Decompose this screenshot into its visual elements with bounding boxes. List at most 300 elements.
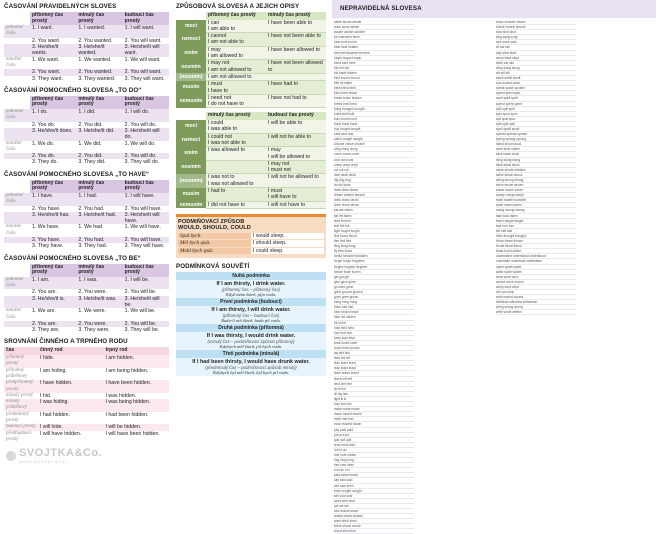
- table-cell: 3. He/she/it wants.: [32, 44, 59, 57]
- irregular-verb-entry: spin spun spun: [496, 112, 576, 117]
- column-header: minulý čas prostý: [206, 112, 266, 120]
- section-title: ČASOVÁNÍ PRAVIDELNÝCH SLOVES: [4, 3, 117, 10]
- irregular-verb-entry: fight fought fought: [334, 229, 414, 234]
- table-cell: 1. We will want.: [124, 56, 161, 63]
- table-cell: 3. He/she/it had.: [78, 211, 117, 218]
- table-cell: I must I will have to: [266, 188, 326, 202]
- irregular-verb-entry: eat ate eaten: [334, 208, 414, 213]
- irregular-verb-entry: ride rode ridden: [334, 453, 414, 458]
- table-cell: I have not been allowed to: [266, 60, 326, 74]
- table-cell: I can I am able to: [206, 20, 266, 33]
- table-cell: 3. They wanted.: [78, 75, 116, 82]
- irregular-verb-entry: weep wept wept: [496, 285, 576, 290]
- table-cell: 3. They were.: [78, 327, 110, 334]
- table-cell: I may not I am not allowed to: [206, 60, 266, 74]
- irregular-verb-entry: swear swore sworn: [496, 188, 576, 193]
- table-cell: 1. We did.: [78, 140, 102, 147]
- table-cell: 3. He/she/it is.: [32, 295, 65, 302]
- irregular-verb-entry: wake woke woken: [496, 270, 576, 275]
- irregular-verb-entry: burst burst burst: [334, 122, 414, 127]
- table-row: [176, 174, 326, 188]
- irregular-verb-entry: speak spoke spoken: [496, 86, 576, 91]
- table-cell: I have been able to: [266, 20, 326, 33]
- table-cell: 1. I wanted.: [78, 25, 106, 32]
- table-cell: I am hidden.: [105, 355, 135, 362]
- irregular-verb-entry: cast cast cast: [334, 132, 414, 137]
- irregular-verb-entry: undertake undertook undertaken: [496, 259, 576, 264]
- table-cell: I need not I do not have to: [206, 94, 266, 108]
- irregular-verb-entry: string strung strung: [496, 178, 576, 183]
- number-label: množné číslo: [6, 56, 22, 68]
- table-row: [176, 133, 326, 147]
- irregular-verb-entry: deal dealt dealt: [334, 173, 414, 178]
- irregular-verb-entry: make made made: [334, 407, 414, 412]
- modal-label: nemusím: [176, 94, 206, 108]
- table-cell: 2. You had.: [78, 236, 105, 243]
- table-row: [4, 355, 169, 368]
- irregular-verb-entry: see saw seen: [334, 484, 414, 489]
- table-cell: 3. They will be.: [124, 327, 160, 334]
- irregular-verb-entry: sit sat sat: [496, 45, 576, 50]
- table-row: [176, 147, 326, 161]
- irregular-verb-entry: bring brought brought: [334, 107, 414, 112]
- table-cell: 2. You will want.: [124, 37, 162, 44]
- modals-section: [176, 3, 326, 209]
- section-title: SROVNÁNÍ ČINNÉHO A TRPNÉHO RODU: [4, 338, 128, 346]
- irregular-verb-entry: spill spilt spilt: [496, 107, 576, 112]
- table-cell: 1. We want.: [32, 56, 60, 63]
- middle-column: [176, 0, 326, 376]
- table-cell: I should sleep.: [251, 240, 324, 247]
- irregular-verb-entry: flee fled fled: [334, 239, 414, 244]
- irregular-verb-entry: run ran run: [334, 468, 414, 473]
- irregular-verb-entry: spoil spoilt spoilt: [496, 127, 576, 132]
- irregular-verb-entry: meet met met: [334, 417, 414, 422]
- number-label: [4, 327, 30, 333]
- table-cell: I was hiding.: [40, 399, 69, 406]
- column-header: minulý čas prostý: [266, 12, 326, 20]
- condition-example: If I was thirsty, I would drink water.: [176, 332, 326, 339]
- publisher-sub: NAKLADATELSTVÍ: [19, 459, 68, 464]
- modals-past-table: [176, 112, 326, 208]
- irregular-verb-entry: shrink shrank shrunk: [496, 25, 576, 30]
- table-cell: I will hide.: [40, 424, 63, 431]
- table-cell: 3. They will want.: [124, 75, 165, 82]
- irregular-verb-entry: sink sank sunk: [496, 40, 576, 45]
- number-label: množné číslo: [6, 140, 22, 152]
- table-row: [4, 308, 169, 321]
- irregular-verb-entry: hide hid hidden: [334, 315, 414, 320]
- table-cell: 1. I will do.: [124, 109, 150, 116]
- irregular-verb-entry: show showed shown: [496, 20, 576, 25]
- table-cell: 1. I will have.: [124, 192, 155, 199]
- table-cell: I will be hidden.: [105, 424, 142, 431]
- irregular-verb-entry: send sent sent: [334, 499, 414, 504]
- table-row: [176, 81, 326, 95]
- modal-label: smím: [176, 147, 206, 161]
- section-title: PODMÍNKOVÁ SOUVĚTÍ: [176, 262, 250, 270]
- table-row: [4, 380, 169, 393]
- irregular-verb-entry: swim swam swum: [496, 203, 576, 208]
- condition-example: If I had been thirsty, I would have drunk water.: [176, 358, 326, 365]
- table-row: [4, 224, 169, 237]
- irregular-verb-entry: grind ground ground: [334, 290, 414, 295]
- number-label: jednotné číslo: [6, 276, 24, 289]
- number-label: [4, 128, 30, 141]
- irregular-verb-entry: breed bred bred: [334, 102, 414, 107]
- irregular-verbs-list: [334, 20, 414, 534]
- irregular-verb-entry: upset upset upset: [496, 265, 576, 270]
- table-cell: 3. They have.: [32, 243, 64, 250]
- table-cell: předminulý prostý: [6, 411, 29, 423]
- table-cell: 1. We have.: [32, 224, 60, 231]
- have-table: [4, 180, 169, 250]
- irregular-verb-entry: smell smelt smelt: [496, 76, 576, 81]
- irregular-verb-entry: tear tore torn: [496, 224, 576, 229]
- irregular-verb-entry: mow mowed mown: [334, 422, 414, 427]
- irregular-verb-entry: rid rid rid: [334, 448, 414, 453]
- irregular-verb-entry: forgive forgave forgiven: [334, 265, 414, 270]
- table-cell: přítomný průběhový: [6, 367, 28, 379]
- irregular-verb-entry: hit hit hit: [334, 321, 414, 326]
- table-cell: [206, 160, 266, 174]
- table-cell: minulý prostý: [6, 392, 34, 398]
- irregular-verb-entry: sting stung stung: [496, 158, 576, 163]
- irregular-verb-entry: tell told told: [496, 229, 576, 234]
- irregular-verb-entry: hear heard heard: [334, 310, 414, 315]
- irregular-verb-entry: shut shut shut: [496, 30, 576, 35]
- irregular-verb-entry: spring sprang sprung: [496, 137, 576, 142]
- table-cell: I am not allowed to: [206, 73, 266, 80]
- table-cell: 2. You will have.: [124, 205, 162, 212]
- column-header: přítomný čas prostý: [30, 12, 76, 25]
- table-cell: 3. He/she/it was.: [78, 295, 117, 302]
- table-cell: I could I was able to: [206, 120, 266, 133]
- irregular-verb-entry: understand understood understood: [496, 254, 576, 259]
- irregular-verb-entry: dig dug dug: [334, 178, 414, 183]
- irregular-verb-entry: spell spelt spelt: [496, 96, 576, 101]
- table-cell: 1. We will be.: [124, 308, 156, 315]
- column-header: čas: [4, 347, 38, 355]
- column-header: budoucí čas prostý: [123, 264, 169, 277]
- table-cell: 2. You do.: [32, 121, 56, 128]
- irregular-verb-entry: blow blew blown: [334, 91, 414, 96]
- irregular-verb-entry: grow grew grown: [334, 295, 414, 300]
- table-cell: I may I will be allowed to: [266, 147, 326, 161]
- irregular-verb-entry: speed sped sped: [496, 91, 576, 96]
- table-cell: 2. You had.: [78, 205, 105, 212]
- table-cell: I have not had to: [266, 94, 326, 108]
- table-row: [176, 33, 326, 47]
- irregular-verb-entry: fly flew flown: [334, 249, 414, 254]
- irregular-verb-entry: begin began begun: [334, 56, 414, 61]
- irregular-verb-entry: break broke broken: [334, 96, 414, 101]
- table-cell: I will have been hidden.: [105, 430, 160, 437]
- column-header: minulý čas prostý: [76, 12, 122, 25]
- irregular-verb-entry: buy bought bought: [334, 127, 414, 132]
- condition-note: (minulý čas – podmiňovací způsob přítomný): [176, 339, 326, 344]
- table-cell: I will be able to: [266, 120, 326, 133]
- irregular-verb-entry: hold held held: [334, 326, 414, 331]
- condition-example: If I am thirsty, I drink water.: [176, 280, 326, 287]
- irregular-verb-entry: sow sowed sown: [496, 81, 576, 86]
- table-cell: I hide.: [40, 355, 55, 362]
- irregular-verb-entry: fling flung flung: [334, 244, 414, 249]
- number-label: [4, 212, 30, 225]
- condition-block: [176, 350, 326, 376]
- irregular-verb-entry: lend lent lent: [334, 382, 414, 387]
- irregular-verb-entry: shed shed shed: [334, 519, 414, 524]
- table-row: [176, 20, 326, 33]
- table-cell: I could sleep.: [251, 247, 324, 254]
- table-row: [176, 94, 326, 108]
- table-cell: minulý průběhový: [6, 399, 28, 411]
- condition-block: [176, 272, 326, 298]
- number-label: množné číslo: [6, 224, 22, 236]
- table-cell: 2. You did.: [78, 153, 103, 160]
- simple-tenses-section: [4, 3, 169, 82]
- irregular-verb-entry: dream dreamt dreamt: [334, 193, 414, 198]
- condition-note: (přítomný čas – budoucí čas): [176, 313, 326, 318]
- table-row: [4, 412, 169, 425]
- table-cell: předpřítomný prostý: [6, 380, 34, 392]
- irregular-verb-entry: drive drove driven: [334, 203, 414, 208]
- table-cell: 3. He/she/it will want.: [124, 44, 160, 57]
- column-header: minulý čas prostý: [76, 96, 122, 109]
- irregular-verb-entry: bet bet bet: [334, 66, 414, 71]
- table-row: [4, 368, 169, 381]
- table-cell: 2. You will be.: [124, 320, 157, 327]
- irregular-verb-entry: win won won: [496, 290, 576, 295]
- table-cell: I may I am allowed to: [206, 46, 266, 60]
- table-cell: 1. We will do.: [124, 140, 156, 147]
- table-cell: 2. You want.: [32, 69, 61, 76]
- column-header: činný rod: [38, 347, 104, 355]
- condition-block: [176, 298, 326, 324]
- irregular-verb-entry: light lit lit: [334, 397, 414, 402]
- table-cell: I was hidden.: [105, 392, 137, 399]
- table-cell: I may not I must not: [266, 160, 326, 174]
- section-title: ZPŮSOBOVÁ SLOVESA A JEJICH OPISY: [176, 3, 300, 10]
- modal-label: musím: [176, 81, 206, 95]
- table-cell: 3. He/she/it did.: [78, 127, 115, 134]
- table-cell: I must I have to: [206, 81, 266, 95]
- irregular-verb-entry: wind wound wound: [496, 295, 576, 300]
- table-cell: 3. They are.: [32, 327, 60, 334]
- irregular-verb-entry: sling slung slung: [496, 66, 576, 71]
- be-table: [4, 264, 169, 334]
- section-title: NEPRAVIDELNÁ SLOVESA: [340, 5, 422, 12]
- irregular-verb-entry: lose lost lost: [334, 402, 414, 407]
- irregular-verb-entry: feel felt felt: [334, 224, 414, 229]
- conditional-table: [178, 233, 324, 255]
- table-cell: 3. He/she/it has.: [32, 211, 70, 218]
- table-cell: 2. You want.: [32, 37, 61, 44]
- table-cell: I was not to I was not allowed to: [206, 174, 266, 188]
- table-row: [176, 73, 326, 80]
- table-row: [4, 193, 169, 206]
- modal-label: (nesmím): [176, 73, 206, 80]
- table-cell: 1. We are.: [32, 308, 56, 315]
- have-section: [4, 171, 169, 250]
- irregular-verb-entry: spread spread spread: [496, 132, 576, 137]
- number-label: množné číslo: [6, 308, 22, 320]
- irregular-verb-entry: awake awoke awoken: [334, 30, 414, 35]
- table-cell: 2. You did.: [78, 121, 103, 128]
- irregular-verb-entry: steal stole stolen: [496, 147, 576, 152]
- irregular-verb-entry: lie lay lain: [334, 392, 414, 397]
- irregular-verb-entry: teach taught taught: [496, 219, 576, 224]
- do-table: [4, 96, 169, 166]
- simple-tenses-table: [4, 12, 169, 82]
- table-row: [4, 57, 169, 70]
- irregular-verb-entry: get got got: [334, 275, 414, 280]
- table-cell: I am being hidden.: [105, 367, 149, 374]
- irregular-verb-entry: say said said: [334, 478, 414, 483]
- table-row: [4, 327, 169, 333]
- conditional-section: [176, 214, 326, 258]
- table-cell: 1. I want.: [32, 25, 54, 32]
- publisher-logo: [6, 447, 102, 464]
- table-cell: I was being hidden.: [105, 399, 151, 406]
- irregular-verb-entry: creep crept crept: [334, 163, 414, 168]
- irregular-verb-entry: become became become: [334, 51, 414, 56]
- passive-section: [4, 338, 169, 443]
- irregular-verb-entry: be was/were been: [334, 35, 414, 40]
- section-title: ČASOVÁNÍ POMOCNÉHO SLOVESA „TO BE“: [4, 254, 141, 262]
- irregular-verb-entry: lean leant leant: [334, 361, 414, 366]
- table-cell: 3. He/she/it will have.: [124, 211, 160, 225]
- irregular-verb-entry: forbid forbade forbidden: [334, 254, 414, 259]
- number-label: [4, 44, 30, 57]
- table-cell: I would sleep.: [251, 233, 324, 240]
- irregular-verb-entry: cling clung clung: [334, 147, 414, 152]
- clauses-section: [176, 263, 326, 376]
- table-cell: I have had to: [266, 81, 326, 95]
- table-row: [176, 120, 326, 133]
- table-cell: Mohl bych spát.: [178, 247, 251, 254]
- table-cell: budoucí prostý: [6, 424, 36, 430]
- table-row: [4, 109, 169, 122]
- table-cell: I will not be able to: [266, 133, 326, 147]
- table-cell: I am hiding.: [40, 367, 67, 374]
- irregular-verb-entry: saw sawed sawn: [334, 473, 414, 478]
- column-header: přítomný čas prostý: [30, 264, 76, 277]
- irregular-verb-entry: put put put: [334, 433, 414, 438]
- table-row: [176, 46, 326, 60]
- irregular-verb-entry: stand stood stood: [496, 142, 576, 147]
- irregular-verbs-column: [332, 0, 656, 534]
- table-cell: 3. They did.: [78, 159, 106, 166]
- table-row: [176, 160, 326, 174]
- condition-example: If I am thirsty, I will drink water.: [176, 306, 326, 313]
- condition-translation: Budu-li mít žízeň, budu pít vodu.: [176, 318, 326, 324]
- irregular-verb-entry: know knew known: [334, 346, 414, 351]
- irregular-verb-entry: strive strove striven: [496, 183, 576, 188]
- table-cell: Měl bych spát.: [178, 240, 251, 247]
- column-header: přítomný čas prostý: [30, 96, 76, 109]
- number-label: jednotné číslo: [6, 192, 24, 205]
- irregular-verb-entry: choose chose chosen: [334, 142, 414, 147]
- irregular-verb-entry: spit spat spat: [496, 117, 576, 122]
- section-title: PODMIŇOVACÍ ZPŮSOB WOULD, SHOULD, COULD: [178, 218, 251, 231]
- irregular-verb-entry: shake shook shaken: [334, 514, 414, 519]
- irregular-verb-entry: think thought thought: [496, 234, 576, 239]
- irregular-verb-entry: stick stuck stuck: [496, 152, 576, 157]
- irregular-verb-entry: weave wove woven: [496, 280, 576, 285]
- irregular-verb-entry: rise rose risen: [334, 463, 414, 468]
- irregular-verb-entry: sweep swept swept: [496, 193, 576, 198]
- table-cell: Spal bych.: [178, 233, 251, 240]
- irregular-verb-entry: kneel knelt knelt: [334, 341, 414, 346]
- irregular-verb-entry: mean meant meant: [334, 412, 414, 417]
- table-cell: I have been allowed to: [266, 46, 326, 60]
- condition-heading: Nultá podmínka: [176, 272, 326, 280]
- irregular-verb-entry: slide slid slid: [496, 61, 576, 66]
- table-row: [176, 201, 326, 208]
- irregular-verb-entry: sing sang sung: [496, 35, 576, 40]
- irregular-verb-entry: slit slit slit: [496, 71, 576, 76]
- table-cell: 1. We had.: [78, 224, 104, 231]
- irregular-verb-entry: drink drank drunk: [334, 198, 414, 203]
- irregular-verb-entry: leap leapt leapt: [334, 366, 414, 371]
- irregular-verb-entry: wring wrung wrung: [496, 305, 576, 310]
- irregular-verb-entry: lay laid laid: [334, 351, 414, 356]
- table-cell: 3. They want.: [32, 75, 64, 82]
- irregular-verb-entry: let let let: [334, 387, 414, 392]
- table-cell: 1. I will want.: [124, 25, 155, 32]
- table-cell: 1. We wanted.: [78, 56, 112, 63]
- condition-note: (přítomný čas – přítomný čas): [176, 287, 326, 292]
- modal-label: moci: [176, 120, 206, 133]
- table-cell: 3. They will do.: [124, 159, 160, 166]
- irregular-verb-entry: arise arose arisen: [334, 25, 414, 30]
- irregular-verb-entry: sew sewed sewn: [334, 509, 414, 514]
- table-cell: přítomný prostý: [6, 355, 25, 367]
- condition-translation: Když mám žízeň, piju vodu.: [176, 292, 326, 298]
- condition-note: (předminulý čas – podmiňovací způsob minulý): [176, 365, 326, 370]
- column-header: budoucí čas prostý: [123, 180, 169, 193]
- table-cell: 1. I was.: [78, 276, 98, 283]
- table-cell: 2. You have.: [32, 205, 61, 212]
- modal-label: musím: [176, 188, 206, 202]
- irregular-verb-entry: freeze froze frozen: [334, 270, 414, 275]
- table-row: [4, 212, 169, 225]
- table-cell: 2. You have.: [32, 236, 61, 243]
- irregular-verb-entry: swing swung swung: [496, 208, 576, 213]
- irregular-verbs-grid: [332, 20, 656, 534]
- irregular-verb-entry: beat beat beaten: [334, 45, 414, 50]
- irregular-verb-entry: give gave given: [334, 280, 414, 285]
- table-cell: 1. I will be.: [124, 276, 150, 283]
- table-cell: I have hidden.: [40, 380, 73, 387]
- table-cell: I have not been able to: [266, 33, 326, 47]
- number-label: [4, 76, 30, 82]
- condition-translation: Kdybych byl měl žízeň, byl bych pil vodu.: [176, 370, 326, 376]
- table-cell: I will have hidden.: [40, 430, 82, 437]
- table-row: [4, 141, 169, 154]
- irregular-verb-entry: ring rang rung: [334, 458, 414, 463]
- modal-label: nemoci: [176, 133, 206, 147]
- logo-mark-icon: [6, 451, 16, 461]
- irregular-verb-entry: bend bent bent: [334, 61, 414, 66]
- table-cell: 1. I had.: [78, 192, 98, 199]
- condition-block: [176, 324, 326, 350]
- column-header: budoucí čas prostý: [123, 96, 169, 109]
- table-cell: předbudoucí prostý: [6, 430, 32, 442]
- table-cell: 1. We do.: [32, 140, 55, 147]
- table-cell: 2. You will be.: [124, 289, 157, 296]
